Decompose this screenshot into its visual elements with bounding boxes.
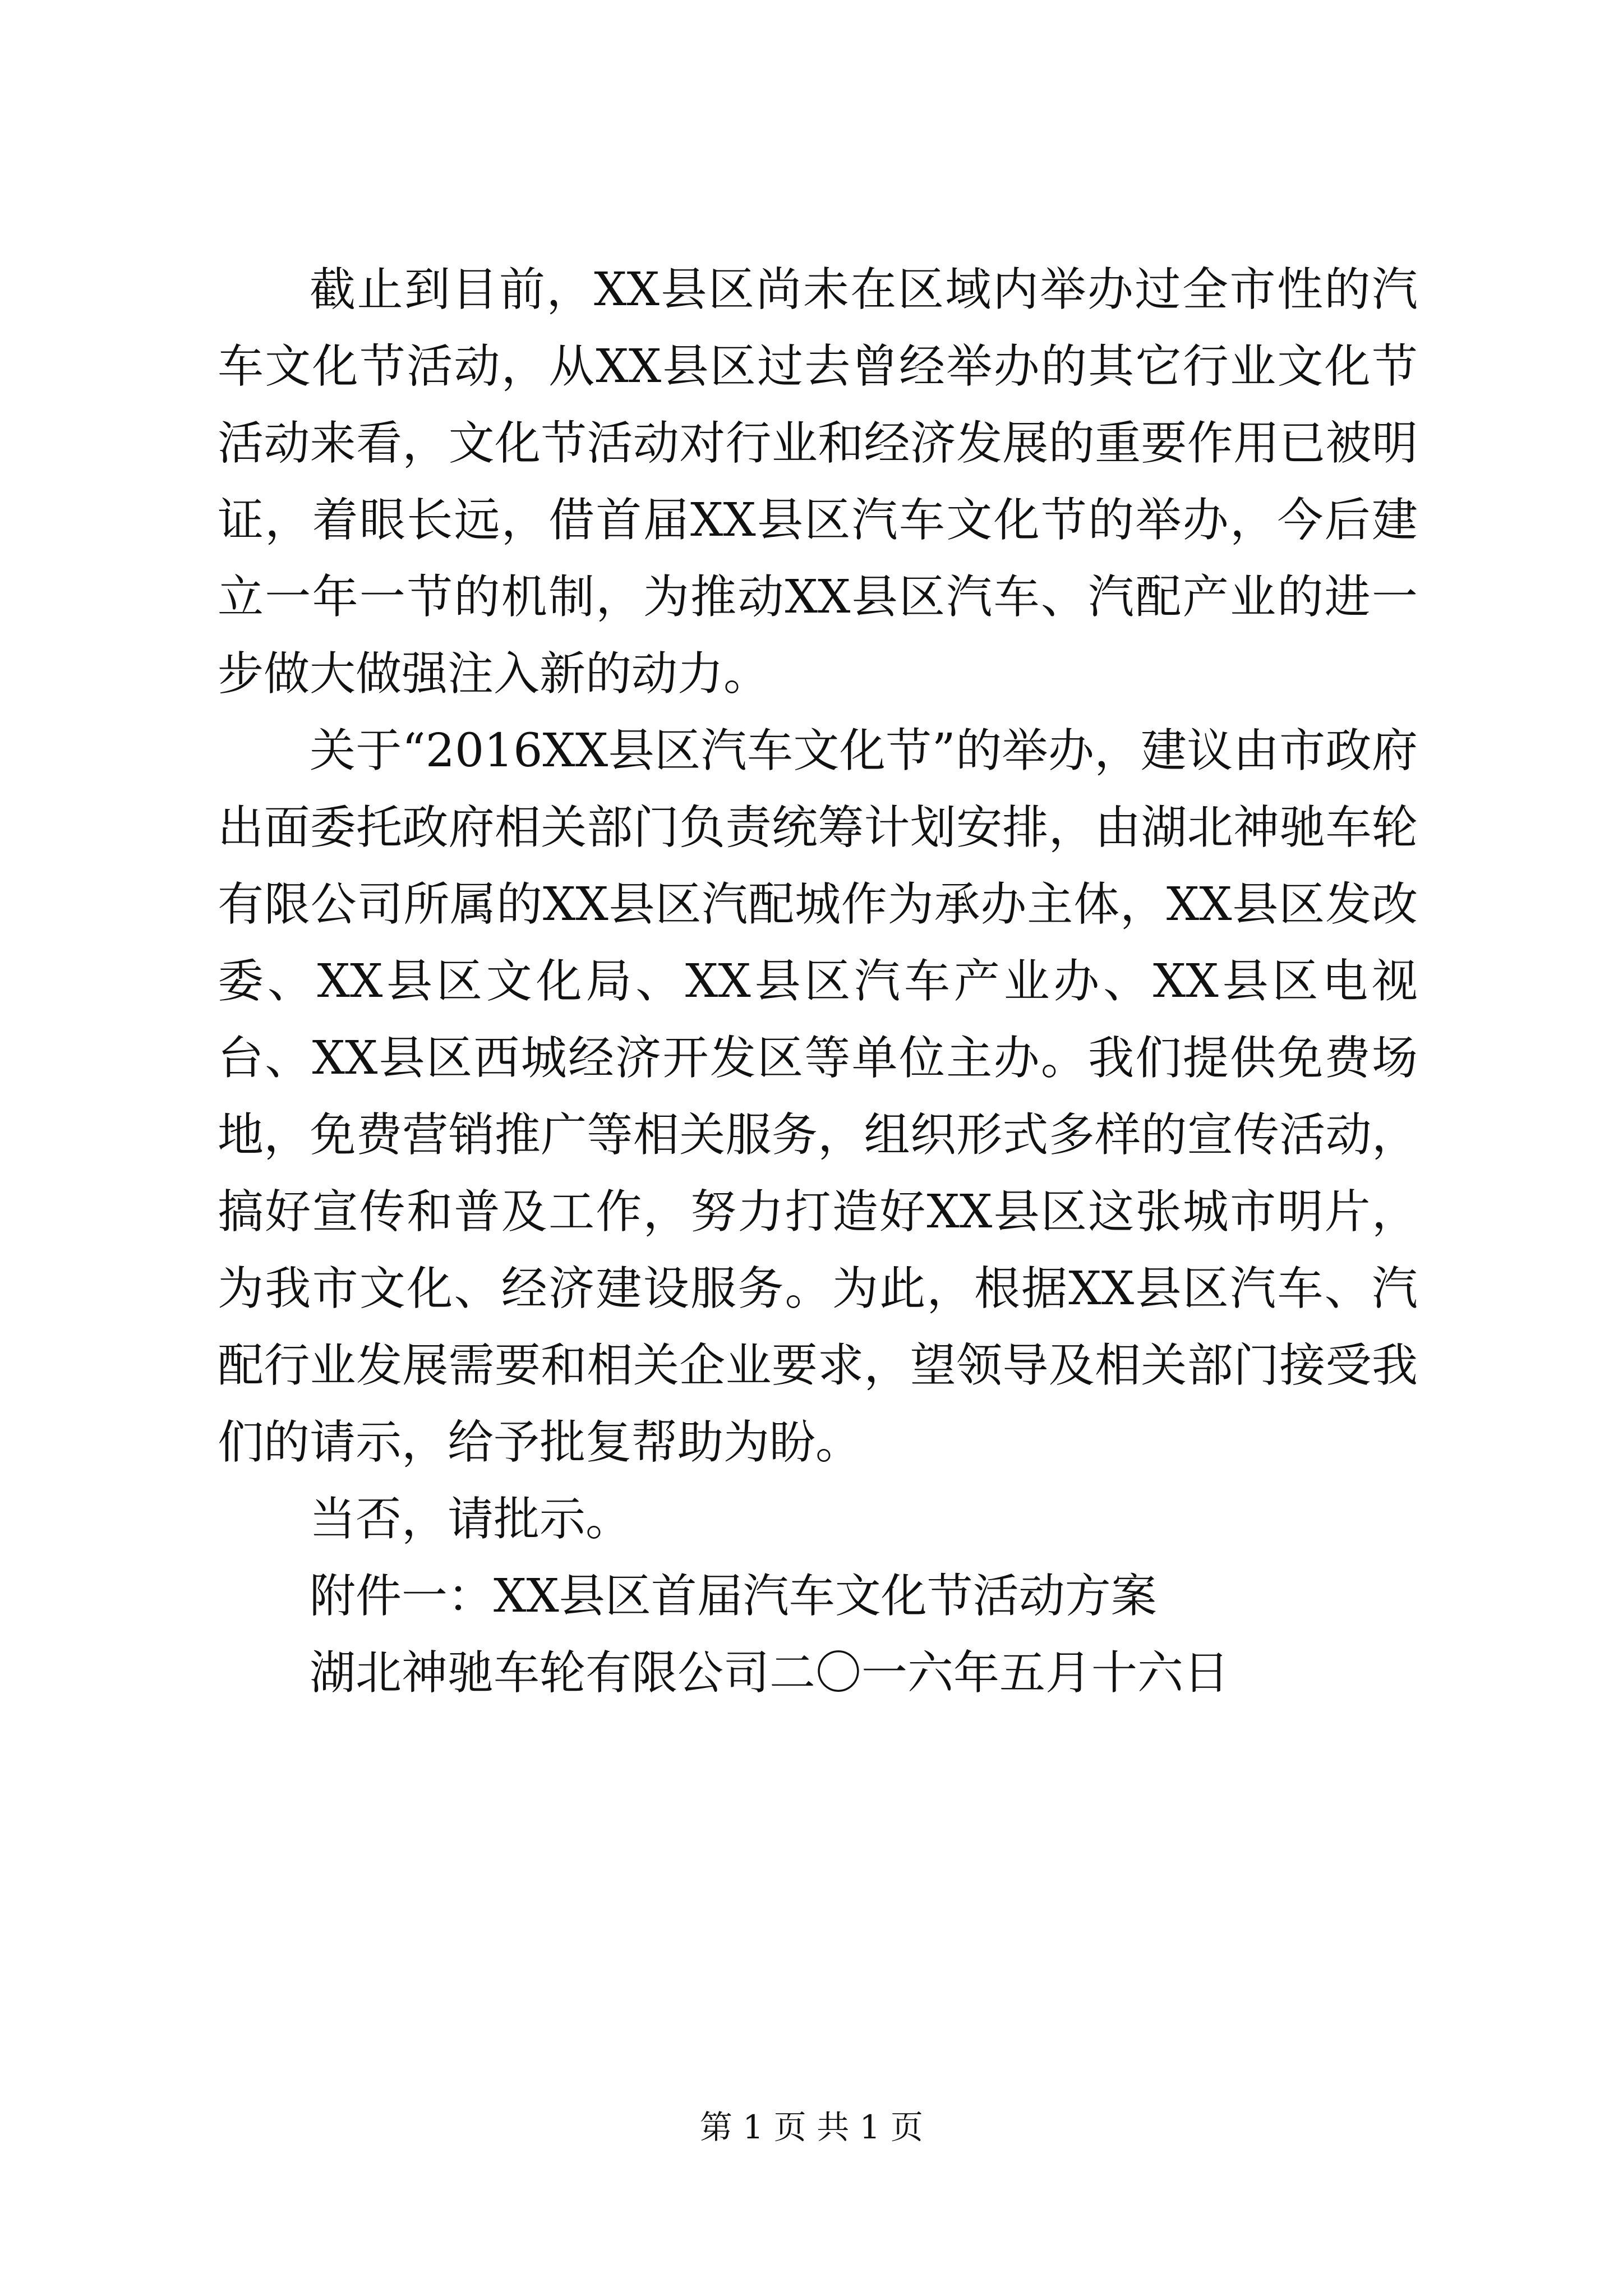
page-number-footer: 第 1 页 共 1 页 (700, 2108, 923, 2146)
document-body (218, 251, 1418, 1711)
paragraph-attachment: 附件一：XX县区首届汽车文化节活动方案 (310, 1570, 1157, 1623)
paragraph-request: 当否，请批示。 (310, 1493, 632, 1546)
paragraph-background: 截止到目前，XX县区尚未在区域内举办过全市性的汽车文化节活动，从XX县区过去曾经举办的其它行业文化节活动来看，文化节活动对行业和经济发展的重要作用已被明证，着眼长远，借首届XX县区汽车文化节的举办，今后建立一年一节的机制，为推动XX县区汽车、汽配产业的进一步做大做强注入新的动力。 (218, 263, 1418, 701)
paragraph-signature-date: 湖北神驰车轮有限公司二〇一六年五月十六日 (310, 1646, 1230, 1700)
paragraph-proposal: 关于“2016XX县区汽车文化节”的举办，建议由市政府出面委托政府相关部门负责统筹计划安排，由湖北神驰车轮有限公司所属的XX县区汽配城作为承办主体，XX县区发改委、XX县区文化局、XX县区汽车产业办、XX县区电视台、XX县区西城经济开发区等单位主办。我们提供免费场地，免费营销推广等相关服务，组织形式多样的宣传活动，搞好宣传和普及工作，努力打造好XX县区这张城市明片，为我市文化、经济建设服务。为此，根据XX县区汽车、汽配行业发展需要和相关企业要求，望领导及相关部门接受我们的请示，给予批复帮助为盼。 (218, 724, 1418, 1469)
